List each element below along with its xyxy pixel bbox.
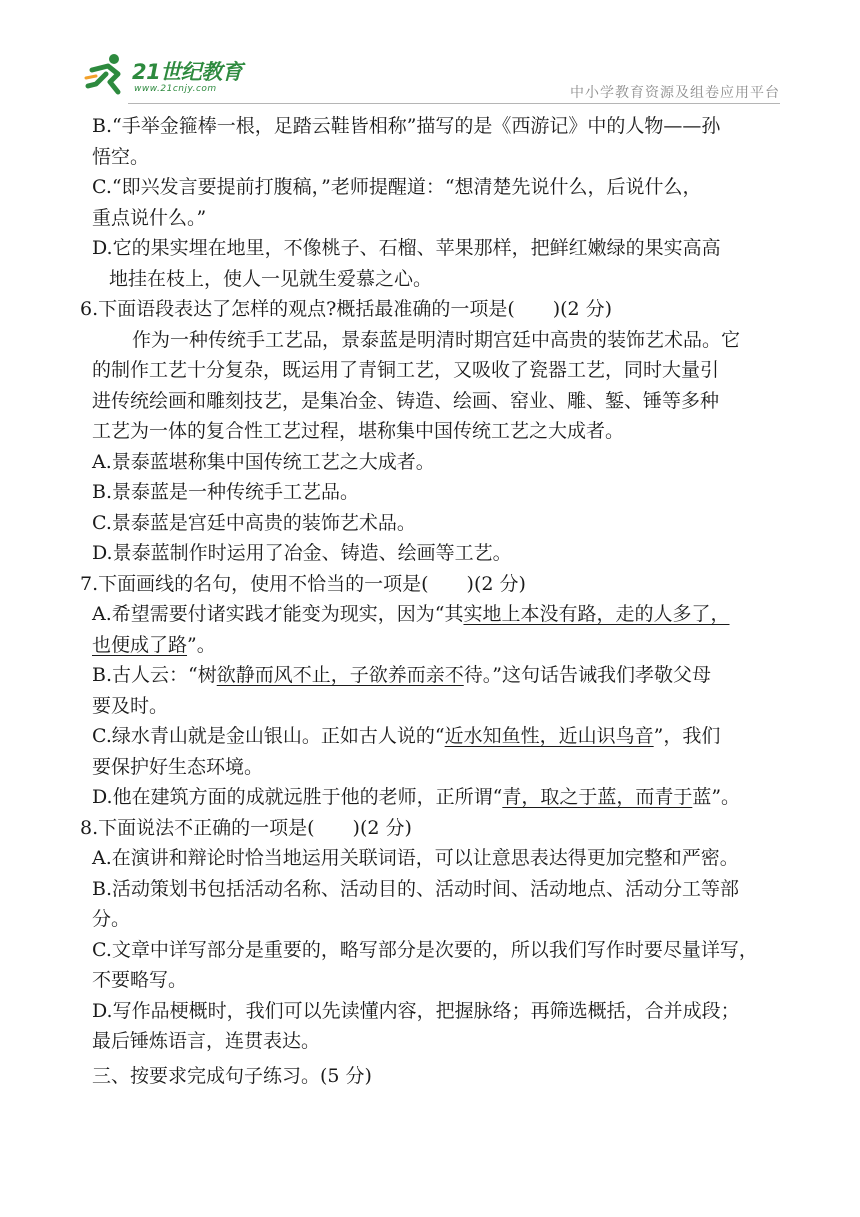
platform-name: 中小学教育资源及组卷应用平台 (570, 85, 780, 101)
q8-option-c-line2: 不要略写。 (92, 969, 188, 991)
q7-c-text-end: ”，我们 (653, 725, 721, 747)
page-header (0, 0, 860, 110)
q7-b-text: B.古人云：“树 (92, 664, 217, 686)
q7-b-text-end: 待。”这句话告诫我们孝敬父母 (463, 664, 711, 686)
q5-option-d-line1: D.它的果实埋在地里，不像桃子、石榴、苹果那样，把鲜红嫩绿的果实高高 (92, 237, 721, 259)
q5-option-c-line2: 重点说什么。” (92, 206, 207, 229)
q8-option-d-line1: D.写作品梗概时，我们可以先读懂内容，把握脉络；再筛选概括，合并成段； (92, 999, 740, 1022)
q6-option-d: D.景泰蓝制作时运用了冶金、铸造、绘画等工艺。 (92, 542, 512, 564)
logo (84, 52, 284, 104)
q7-b-underlined-quote: 欲静而风不止，子欲养而亲不 (216, 664, 464, 686)
q6-passage-line1: 作为一种传统手工艺品，景泰蓝是明清时期宫廷中高贵的装饰艺术品。它 (132, 328, 741, 351)
q7-a-text-end: ”。 (187, 633, 216, 656)
q7-option-a-line2 (92, 630, 792, 661)
q7-a-underlined-quote-end: 也便成了路 (92, 633, 188, 656)
q5-option-b-line2: 悟空。 (92, 145, 150, 168)
q8-stem: 8.下面说法不正确的一项是( )(2 分) (80, 816, 412, 839)
q8-option-c-line1: C.文章中详写部分是重要的，略写部分是次要的，所以我们写作时要尽量详写， (92, 938, 758, 961)
q8-option-a: A.在演讲和辩论时恰当地运用关联词语，可以让意思表达得更加完整和严密。 (92, 847, 739, 869)
q7-stem: 7.下面画线的名句，使用不恰当的一项是( )(2 分) (80, 572, 526, 595)
q7-option-d (92, 782, 792, 813)
q7-d-text-end: 蓝”。 (692, 786, 741, 808)
q5-option-c-line1: C.“即兴发言要提前打腹稿，”老师提醒道：“想清楚先说什么，后说什么， (92, 176, 702, 198)
q7-a-underlined-quote: 实地上本没有路，走的人多了， (463, 603, 730, 625)
q7-option-a-line1 (92, 599, 792, 630)
logo-text: 21世纪教育 (132, 60, 243, 84)
q5-option-b-line1: B.“手举金箍棒一根，足踏云鞋皆相称”描写的是《西游记》中的人物——孙 (92, 115, 721, 137)
q7-c-underlined-quote: 近水知鱼性，近山识鸟音 (444, 725, 654, 747)
q7-d-text: D.他在建筑方面的成就远胜于他的老师，正所谓“ (92, 786, 503, 808)
q8-option-b-line2: 分。 (92, 908, 131, 930)
q6-stem: 6.下面语段表达了怎样的观点?概括最准确的一项是( )(2 分) (80, 298, 613, 320)
q6-passage-line2: 的制作工艺十分复杂，既运用了青铜工艺，又吸收了瓷器工艺，同时大量引 (92, 359, 720, 381)
q6-option-c: C.景泰蓝是宫廷中高贵的装饰艺术品。 (92, 511, 416, 534)
q7-d-underlined-quote: 青，取之于蓝，而青于 (502, 786, 693, 808)
q7-option-b-line1 (92, 660, 792, 691)
q7-option-c-line1 (92, 721, 792, 752)
q8-option-d-line2: 最后锤炼语言，连贯表达。 (92, 1030, 321, 1052)
exam-content (80, 111, 792, 1091)
q7-a-text: A.希望需要付诸实践才能变为现实，因为“其 (92, 603, 464, 625)
q8-option-b-line1: B.活动策划书包括活动名称、活动目的、活动时间、活动地点、活动分工等部 (92, 877, 740, 900)
runner-logo-icon (84, 52, 130, 96)
q7-option-c-line2: 要保护好生态环境。 (92, 755, 264, 778)
logo-url: www.21cnjy.com (134, 84, 217, 94)
header-divider (128, 103, 780, 104)
q5-option-d-line2: 地挂在枝上，使人一见就生爱慕之心。 (109, 267, 433, 290)
q7-option-b-line2: 要及时。 (92, 694, 169, 717)
q7-c-text: C.绿水青山就是金山银山。正如古人说的“ (92, 725, 445, 747)
q6-option-b: B.景泰蓝是一种传统手工艺品。 (92, 481, 360, 503)
q6-option-a: A.景泰蓝堪称集中国传统工艺之大成者。 (92, 450, 435, 473)
q6-passage-line4: 工艺为一体的复合性工艺过程，堪称集中国传统工艺之大成者。 (92, 420, 625, 442)
q6-passage-line3: 进传统绘画和雕刻技艺，是集冶金、铸造、绘画、窑业、雕、錾、锤等多种 (92, 389, 720, 412)
section-3-heading: 三、按要求完成句子练习。(5 分) (92, 1064, 372, 1087)
